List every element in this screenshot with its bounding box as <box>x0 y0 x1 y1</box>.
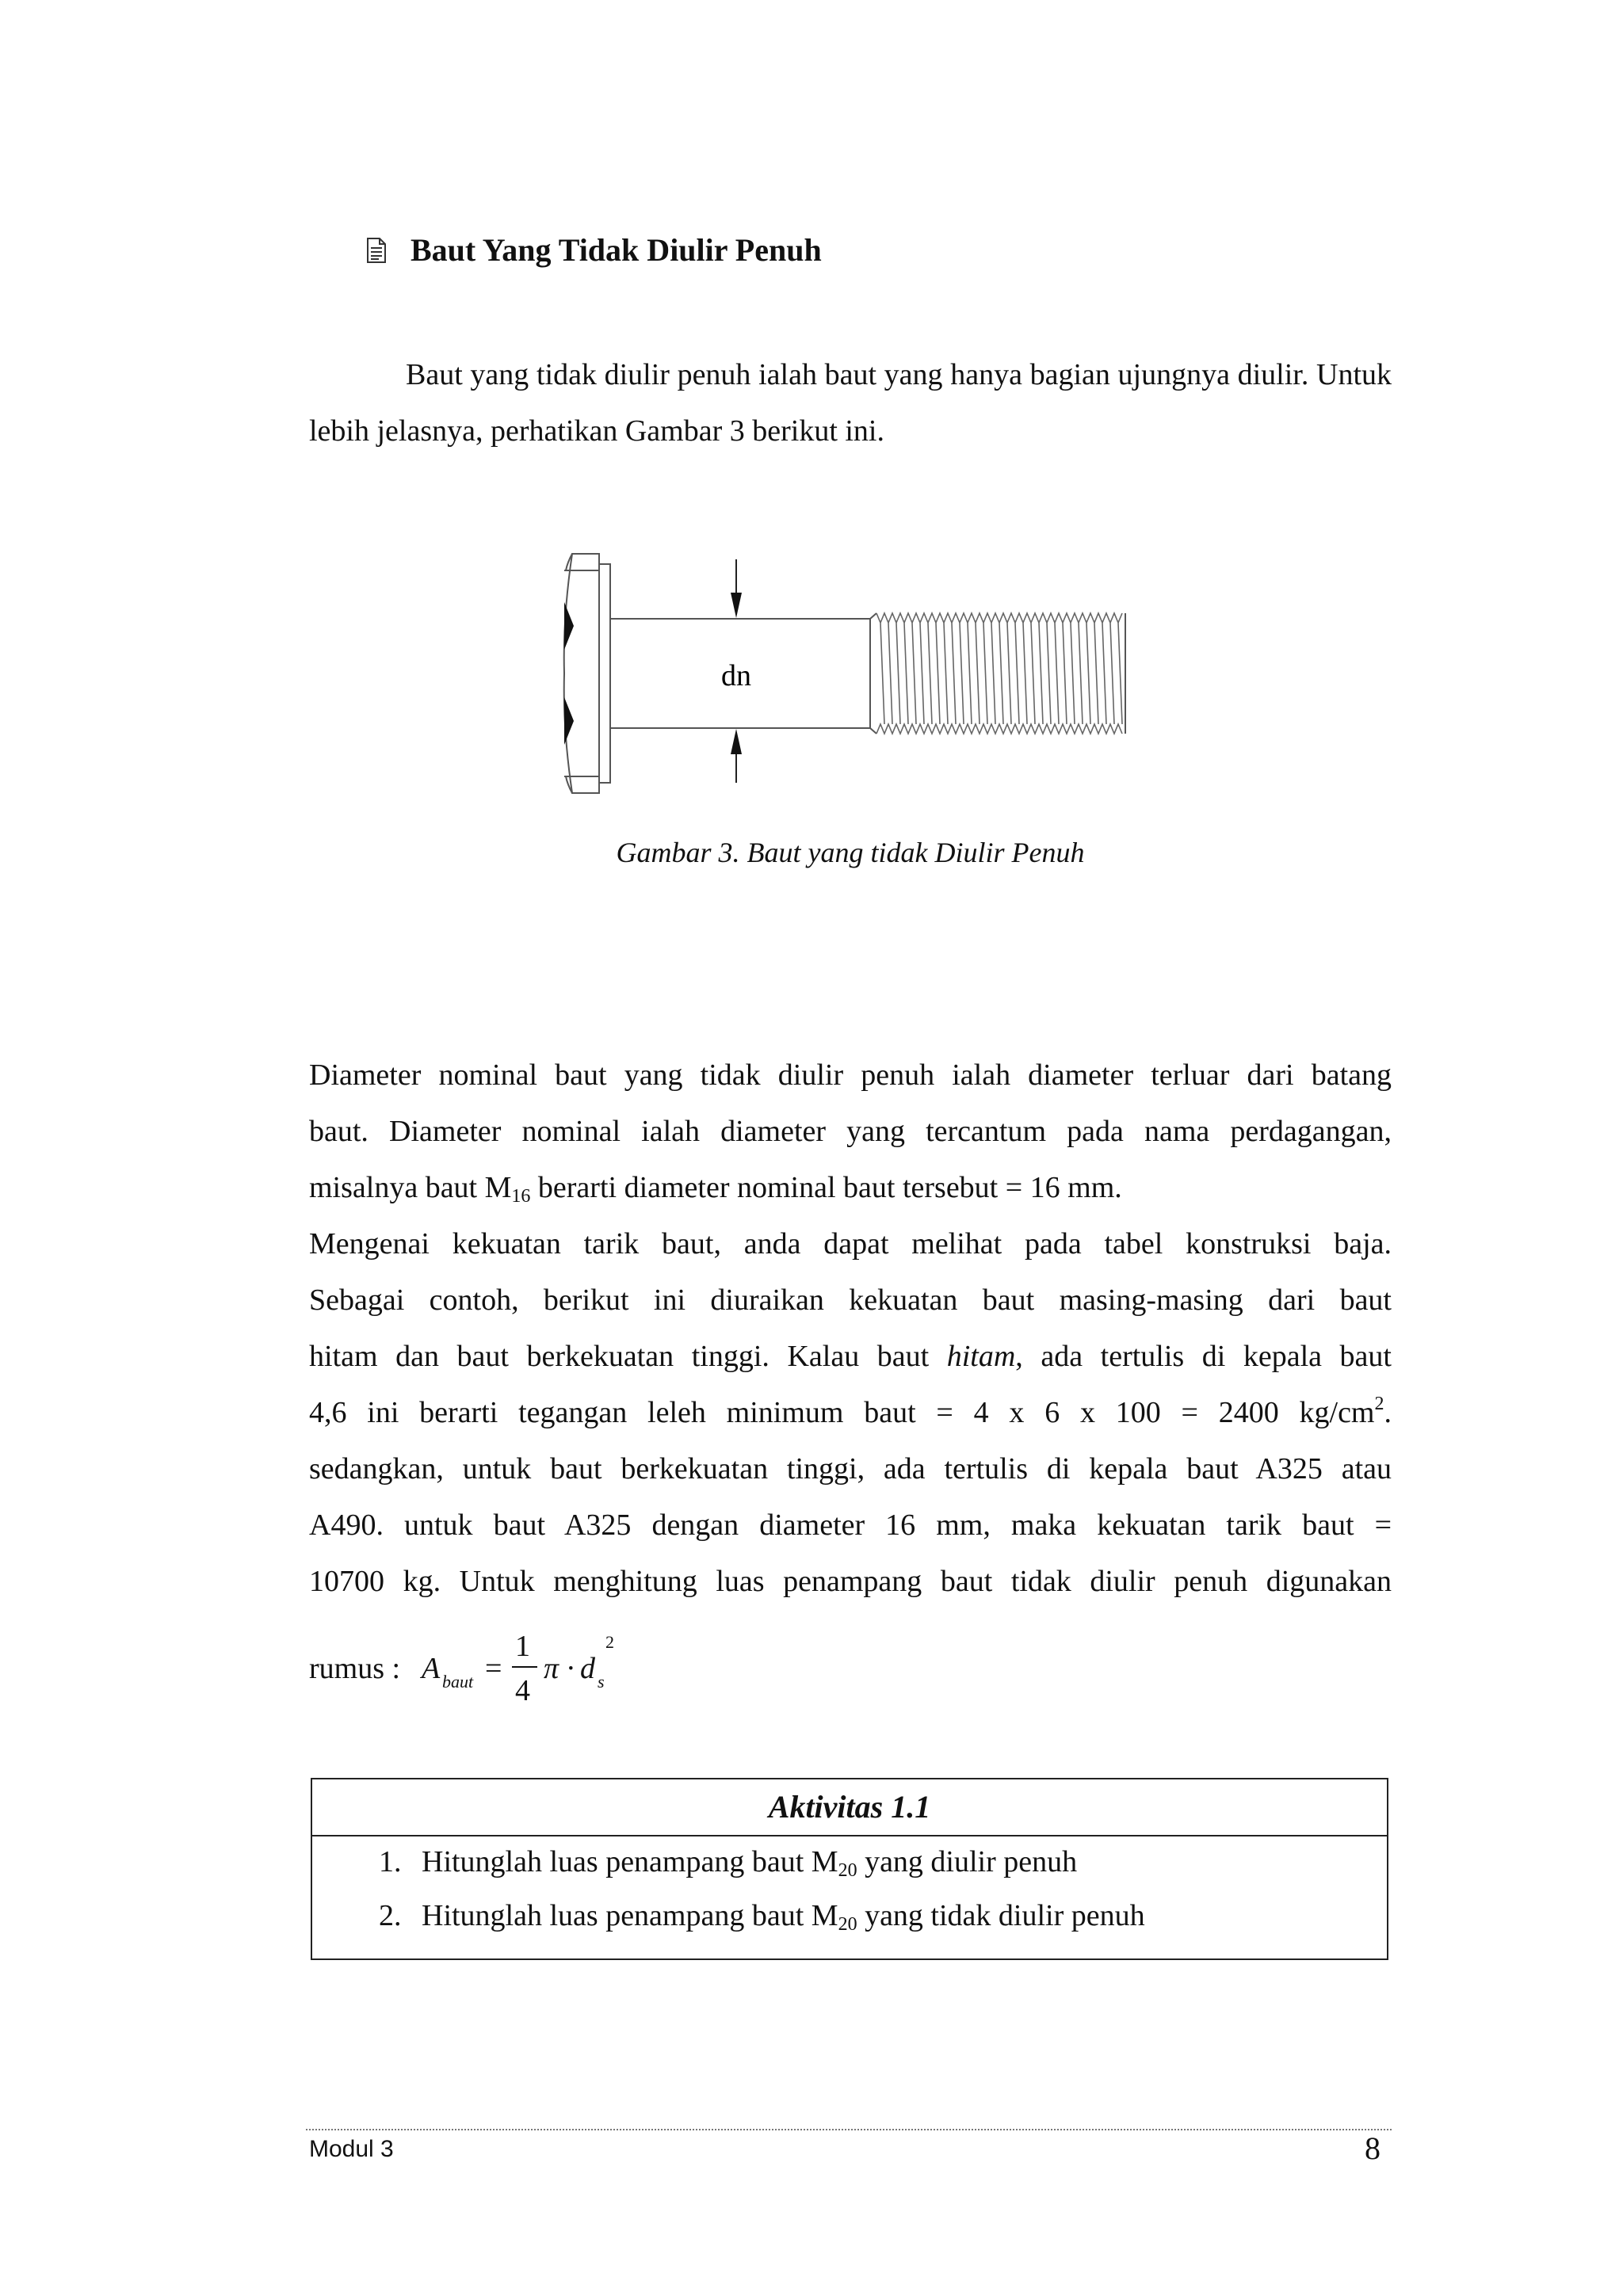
footer-module: Modul 3 <box>309 2136 394 2162</box>
formula-denominator: 4 <box>515 1674 530 1707</box>
formula-d: d <box>580 1652 595 1685</box>
body-line: misalnya baut $M_{16}$ berarti diameter nominal baut tersebut = 16 mm. <box>309 1171 1122 1207</box>
body-paragraph <box>309 1047 1392 1610</box>
dimension-arrow-bottom <box>731 729 742 754</box>
section-title: Baut Yang Tidak Diulir Penuh <box>411 232 822 268</box>
activity-box <box>311 1778 1388 1960</box>
body-line: baut. Diameter nominal ialah diameter yang tercantum pada nama perdagangan, <box>309 1115 1392 1148</box>
bolt-figure <box>555 547 1157 800</box>
activity-item: 1. Hitunglah luas penampang baut $M_{20}$ yang diulir penuh <box>379 1845 1078 1881</box>
intro-paragraph: Baut yang tidak diulir penuh ialah baut yang hanya bagian ujungnya diulir. Untuk lebih jelasnya, perhatikan Gambar 3 berikut ini. <box>309 358 1392 448</box>
figure-caption: Gambar 3. Baut yang tidak Diulir Penuh <box>616 837 1085 868</box>
section-heading <box>366 231 822 269</box>
bolt-head <box>564 554 599 793</box>
formula-equals: = <box>485 1652 502 1685</box>
body-line: 4,6 ini berarti tegangan leleh minimum baut = 4 x 6 x 100 = 2400 $kg/cm^2$. <box>309 1394 1392 1429</box>
bolt-washer <box>599 564 610 783</box>
bolt-threads <box>876 613 1122 734</box>
formula-lhs-sub: baut <box>442 1672 474 1691</box>
body-line: Diameter nominal baut yang tidak diulir penuh ialah diameter terluar dari batang <box>309 1058 1392 1092</box>
body-line: 10700 kg. Untuk menghitung luas penampang baut tidak diulir penuh digunakan <box>309 1565 1392 1598</box>
dimension-label: dn <box>721 659 751 692</box>
activity-title: Aktivitas 1.1 <box>312 1779 1387 1836</box>
footer-rule <box>306 2129 1392 2130</box>
thread-teeth <box>876 613 1122 734</box>
formula-d-sub: s <box>598 1672 605 1691</box>
formula-lhs: A <box>422 1652 441 1685</box>
document-icon <box>366 238 387 263</box>
body-line: hitam dan baut berkekuatan tinggi. Kalau baut hitam, ada tertulis di kepala baut <box>309 1340 1392 1373</box>
body-line: sedangkan, untuk baut berkekuatan tinggi, ada tertulis di kepala baut A325 atau <box>309 1452 1392 1486</box>
formula-prefix: rumus : <box>309 1652 401 1685</box>
page-number: 8 <box>1365 2130 1381 2166</box>
activity-item: 2. Hitunglah luas penampang baut $M_{20}$ yang tidak diulir penuh <box>379 1899 1145 1935</box>
formula-numerator: 1 <box>515 1630 530 1663</box>
dimension-arrow-top <box>731 593 742 618</box>
body-line: A490. untuk baut A325 dengan diameter 16 mm, maka kekuatan tarik baut = <box>309 1508 1392 1542</box>
formula-dot: · <box>566 1652 576 1685</box>
body-line: Sebagai contoh, berikut ini diuraikan kekuatan baut masing-masing dari baut <box>309 1283 1392 1317</box>
formula-exponent: 2 <box>605 1632 614 1652</box>
area-formula <box>309 1616 689 1711</box>
body-line: Mengenai kekuatan tarik baut, anda dapat melihat pada tabel konstruksi baja. <box>309 1227 1392 1261</box>
formula-pi: π <box>544 1652 559 1685</box>
